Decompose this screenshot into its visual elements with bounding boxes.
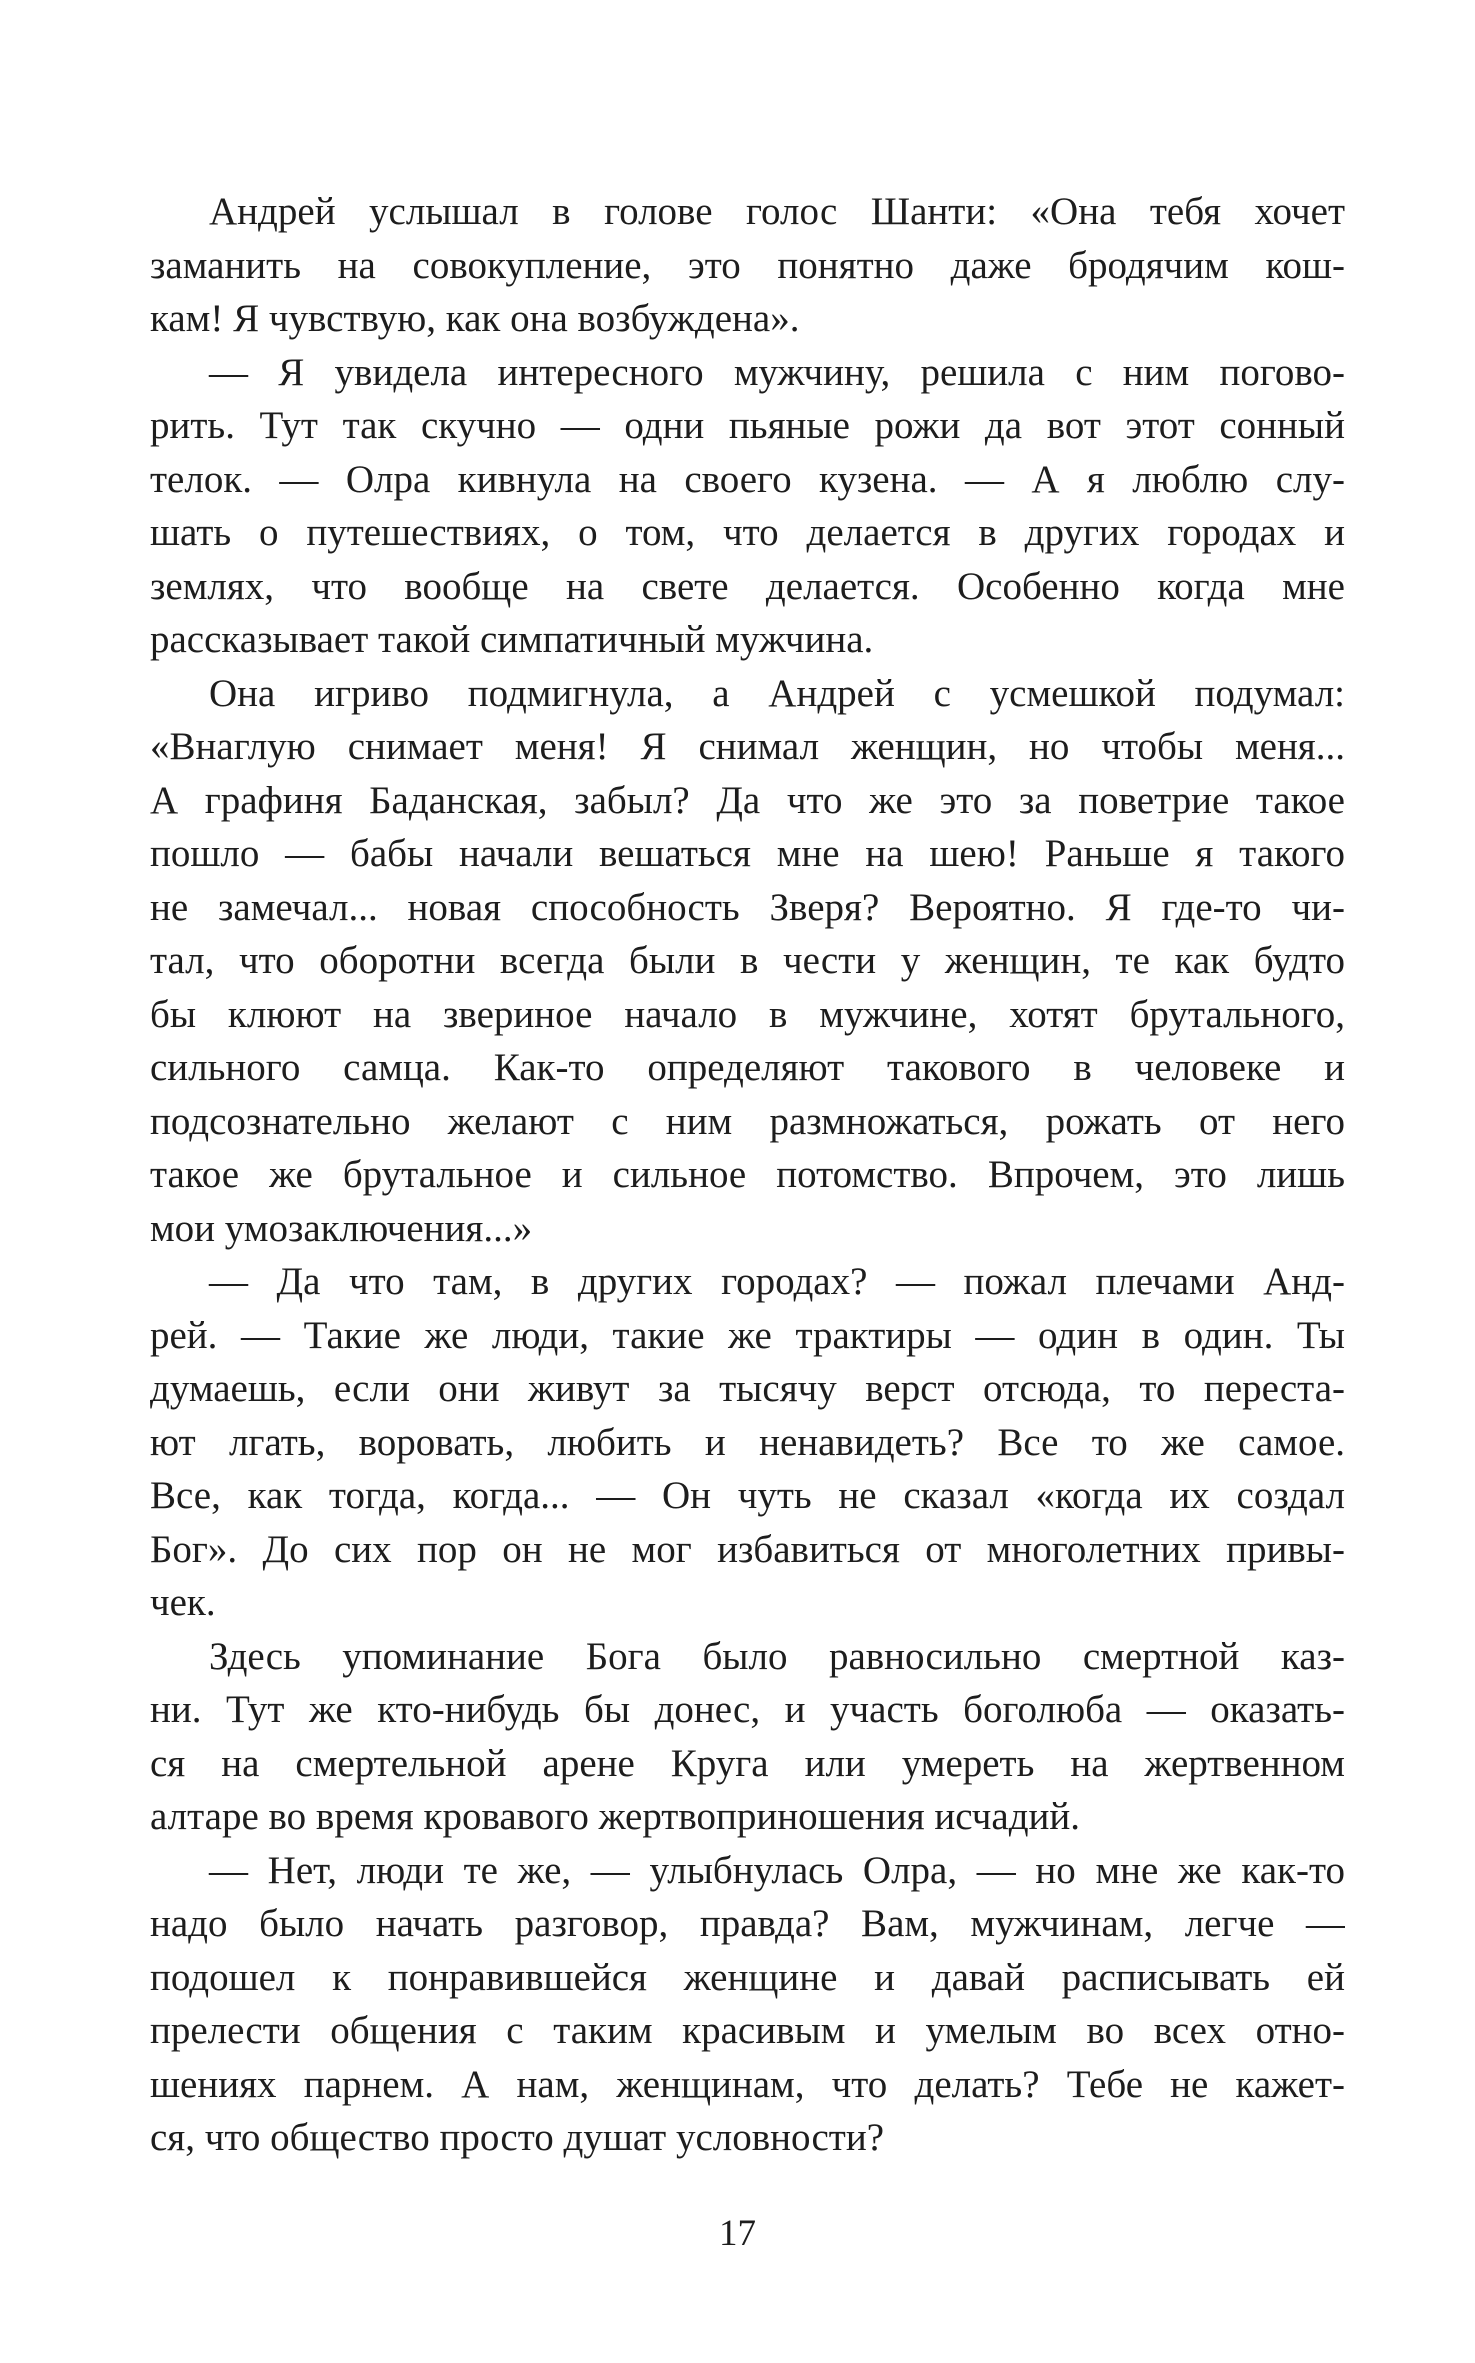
- text-line: думаешь, если они живут за тысячу верст отсюда, то переста-: [150, 1367, 1345, 1410]
- text-line: Все, как тогда, когда... — Он чуть не сказал «когда их создал: [150, 1474, 1345, 1517]
- page-body: [150, 185, 1345, 2165]
- text-line: ни. Тут же кто-нибудь бы донес, и участь боголюба — оказать-: [150, 1688, 1345, 1731]
- text-line: Андрей услышал в голове голос Шанти: «Она тебя хочет: [209, 190, 1345, 233]
- text-line: алтаре во время кровавого жертвоприношения исчадий.: [150, 1795, 1081, 1838]
- text-line: мои умозаключения...»: [150, 1206, 533, 1250]
- text-line: А графиня Баданская, забыл? Да что же это за поветрие такое: [150, 778, 1345, 822]
- text-line: подсознательно желают с ним размножаться, рожать от него: [150, 1099, 1345, 1143]
- text-line: такое же брутальное и сильное потомство. Впрочем, это лишь: [150, 1153, 1345, 1196]
- text-line: надо было начать разговор, правда? Вам, мужчинам, легче —: [150, 1902, 1345, 1945]
- text-line: рассказывает такой симпатичный мужчина.: [150, 618, 874, 661]
- text-line: шениях парнем. А нам, женщинам, что делать? Тебе не кажет-: [150, 2062, 1345, 2106]
- text-line: ют лгать, воровать, любить и ненавидеть? Все то же самое.: [150, 1420, 1345, 1464]
- text-line: пошло — бабы начали вешаться мне на шею! Раньше я такого: [150, 832, 1345, 875]
- text-line: ся на смертельной арене Круга или умереть на жертвенном: [150, 1741, 1345, 1785]
- text-line: тал, что оборотни всегда были в чести у женщин, те как будто: [150, 939, 1345, 982]
- text-line: рей. — Такие же люди, такие же трактиры — один в один. Ты: [150, 1313, 1345, 1357]
- text-line: — Я увидела интересного мужчину, решила с ним погово-: [209, 350, 1345, 394]
- text-line: рить. Тут так скучно — одни пьяные рожи да вот этот сонный: [150, 404, 1345, 447]
- text-line: телок. — Олра кивнула на своего кузена. — А я люблю слу-: [150, 457, 1345, 501]
- text-line: кам! Я чувствую, как она возбуждена».: [150, 297, 800, 340]
- text-line: сильного самца. Как-то определяют такового в человеке и: [150, 1046, 1345, 1089]
- text-line: подошел к понравившейся женщине и давай расписывать ей: [150, 1955, 1345, 1999]
- text-line: прелести общения с таким красивым и умелым во всех отно-: [150, 2009, 1345, 2052]
- text-line: ся, что общество просто душат условности?: [150, 2116, 885, 2159]
- text-line: Она игриво подмигнула, а Андрей с усмешкой подумал:: [209, 671, 1345, 715]
- text-line: шать о путешествиях, о том, что делается в других городах и: [150, 511, 1345, 554]
- text-line: не замечал... новая способность Зверя? Вероятно. Я где-то чи-: [150, 885, 1345, 929]
- text-line: Бог». До сих пор он не мог избавиться от многолетних привы-: [150, 1527, 1345, 1571]
- text-line: землях, что вообще на свете делается. Особенно когда мне: [150, 564, 1345, 608]
- text-line: — Нет, люди те же, — улыбнулась Олра, — но мне же как-то: [209, 1848, 1345, 1892]
- text-line: чек.: [150, 1581, 216, 1624]
- text-line: «Внаглую снимает меня! Я снимал женщин, но чтобы меня...: [150, 725, 1345, 768]
- page-number: 17: [719, 2213, 756, 2254]
- text-line: — Да что там, в других городах? — пожал плечами Анд-: [209, 1260, 1345, 1303]
- text-line: заманить на совокупление, это понятно даже бродячим кош-: [150, 243, 1345, 287]
- text-line: Здесь упоминание Бога было равносильно смертной каз-: [209, 1634, 1345, 1678]
- text-line: бы клюют на звериное начало в мужчине, хотят брутального,: [150, 992, 1345, 1036]
